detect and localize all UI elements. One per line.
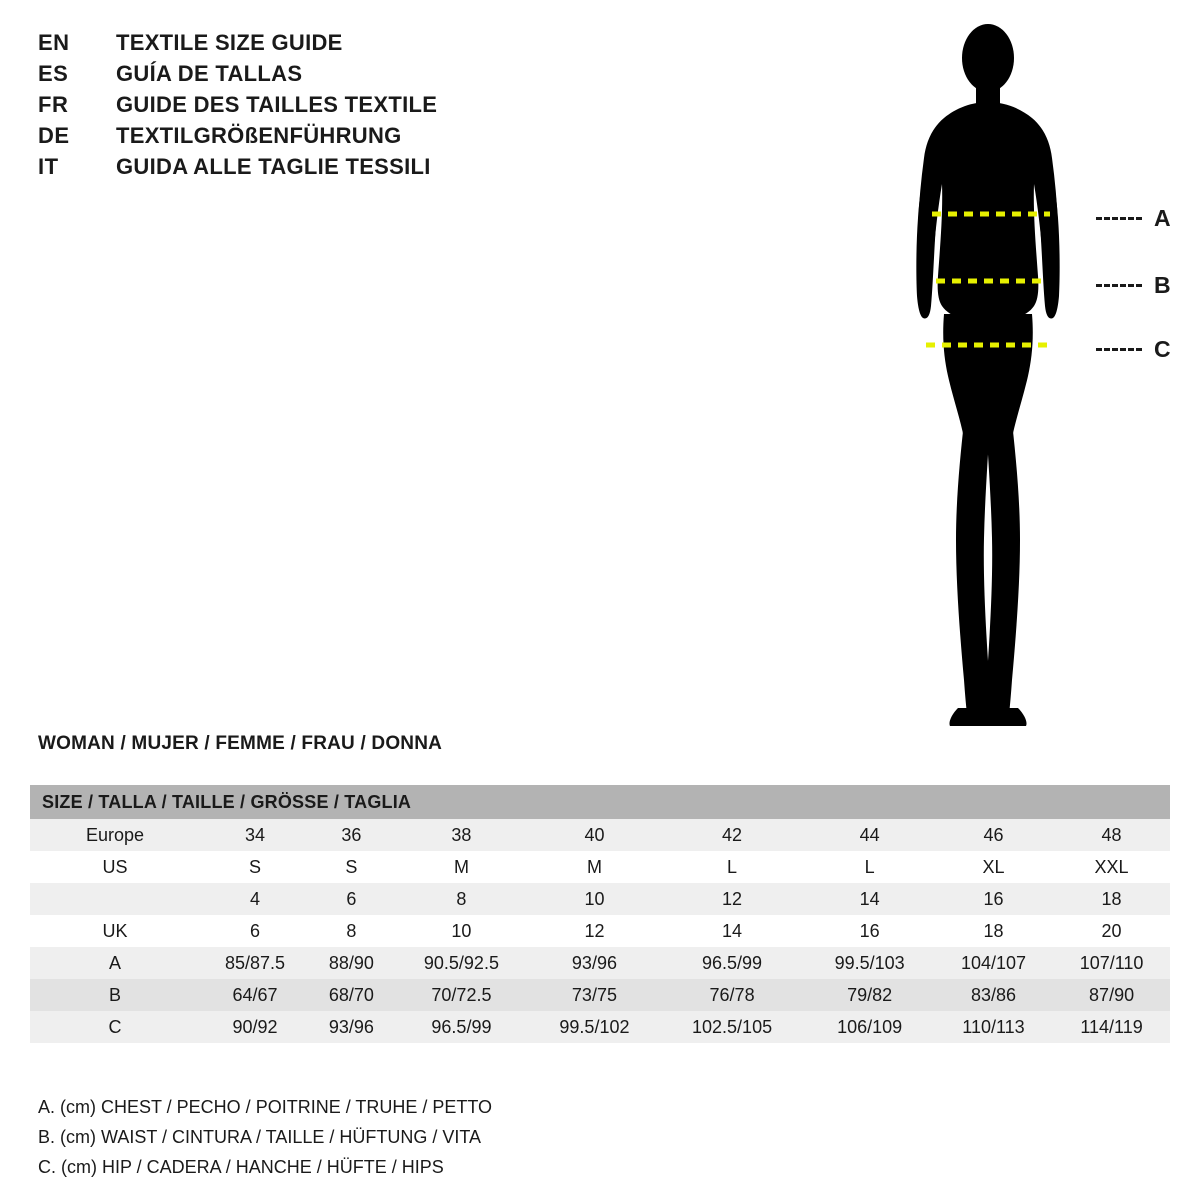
cell: 93/96: [328, 1016, 374, 1037]
cell: 4: [250, 888, 261, 909]
cell: 6: [346, 888, 357, 909]
table-row: [30, 851, 1170, 883]
cell: 10: [451, 920, 472, 941]
cell: 96.5/99: [431, 1016, 492, 1037]
size-table: [30, 785, 1170, 1043]
cell: L: [864, 856, 875, 877]
cell: 48: [1101, 824, 1122, 845]
title-lang-de: DE: [38, 123, 70, 148]
row-label-c: C: [108, 1016, 122, 1037]
cell: 107/110: [1079, 952, 1144, 973]
size-table-head: [30, 785, 1170, 819]
marker-label-c: C: [1154, 335, 1171, 362]
cell: 40: [584, 824, 605, 845]
marker-dash-icon-c: [1096, 348, 1142, 351]
cell: 34: [245, 824, 266, 845]
cell: 42: [722, 824, 743, 845]
footnote-a: A. (cm) CHEST / PECHO / POITRINE / TRUHE / PETTO: [38, 1097, 493, 1117]
table-header-row: [30, 785, 1170, 819]
cell: 99.5/103: [834, 952, 905, 973]
size-table-body: [30, 819, 1170, 1043]
cell: 104/107: [960, 952, 1027, 973]
title-row-en: [38, 30, 598, 61]
footnote-b: B. (cm) WAIST / CINTURA / TAILLE / HÜFTUNG / VITA: [38, 1127, 482, 1147]
marker-dash-icon-b: [1096, 284, 1142, 287]
cell: 87/90: [1089, 984, 1135, 1005]
cell: 14: [859, 888, 880, 909]
title-text-fr: GUIDE DES TAILLES TEXTILE: [116, 92, 438, 117]
row-label-uk: UK: [102, 920, 128, 941]
marker-label-b: B: [1154, 271, 1171, 298]
cell: 85/87.5: [225, 952, 286, 973]
cell: 70/72.5: [431, 984, 492, 1005]
marker-dash-icon-a: [1096, 217, 1142, 220]
cell: 110/113: [962, 1016, 1025, 1037]
cell: XXL: [1094, 856, 1129, 877]
row-label-europe: Europe: [85, 824, 145, 845]
cell: 16: [859, 920, 880, 941]
cell: M: [453, 856, 469, 877]
figure-woman-silhouette: [860, 18, 1180, 738]
cell: 96.5/99: [702, 952, 763, 973]
cell: 79/82: [847, 984, 893, 1005]
marker-c: [1096, 335, 1171, 362]
title-lang-en: EN: [38, 30, 70, 55]
table-row: [30, 819, 1170, 851]
cell: 16: [983, 888, 1004, 909]
cell: L: [727, 856, 738, 877]
cell: 90/92: [232, 1016, 278, 1037]
cell: 88/90: [328, 952, 374, 973]
cell: 14: [722, 920, 743, 941]
cell: 90.5/92.5: [423, 952, 499, 973]
cell: 106/109: [837, 1016, 903, 1037]
title-text-de: TEXTILGRÖßENFÜHRUNG: [116, 123, 402, 148]
cell: S: [249, 856, 262, 877]
cell: 102.5/105: [692, 1016, 773, 1037]
title-block: [38, 30, 598, 185]
cell: 10: [584, 888, 605, 909]
cell: 12: [584, 920, 605, 941]
cell: 44: [859, 824, 880, 845]
table-row: [30, 947, 1170, 979]
cell: 73/75: [571, 984, 617, 1005]
footnote-c: C. (cm) HIP / CADERA / HANCHE / HÜFTE / HIPS: [38, 1157, 444, 1177]
marker-label-a: A: [1154, 204, 1171, 231]
footnotes: [38, 1092, 738, 1182]
row-label-b: B: [108, 984, 121, 1005]
title-lang-fr: FR: [38, 92, 69, 117]
cell: 46: [983, 824, 1004, 845]
row-label-us-numeric: [30, 883, 200, 915]
title-row-de: [38, 123, 598, 154]
cell: 18: [1101, 888, 1122, 909]
title-text-en: TEXTILE SIZE GUIDE: [116, 30, 343, 55]
cell: 8: [456, 888, 467, 909]
title-lang-it: IT: [38, 154, 59, 179]
title-row-it: [38, 154, 598, 185]
cell: 64/67: [232, 984, 278, 1005]
cell: 93/96: [571, 952, 617, 973]
silhouette-svg: [860, 18, 1120, 738]
cell: 76/78: [709, 984, 755, 1005]
cell: 18: [983, 920, 1004, 941]
table-row: [30, 979, 1170, 1011]
row-label-a: A: [108, 952, 121, 973]
cell: M: [586, 856, 602, 877]
cell: XL: [982, 856, 1005, 877]
title-text-es: GUÍA DE TALLAS: [116, 61, 303, 86]
cell: 20: [1101, 920, 1122, 941]
cell: 38: [451, 824, 472, 845]
marker-a: [1096, 204, 1171, 231]
cell: 8: [346, 920, 357, 941]
table-row: [30, 883, 1170, 915]
table-row: [30, 915, 1170, 947]
table-row: [30, 1011, 1170, 1043]
title-row-fr: [38, 92, 598, 123]
row-label-us: US: [102, 856, 128, 877]
title-lang-es: ES: [38, 61, 69, 86]
cell: 114/119: [1080, 1016, 1143, 1037]
cell: 12: [722, 888, 743, 909]
cell: 99.5/102: [559, 1016, 630, 1037]
size-table-header-label: SIZE / TALLA / TAILLE / GRÖSSE / TAGLIA: [30, 785, 1170, 819]
cell: 6: [250, 920, 261, 941]
cell: S: [345, 856, 358, 877]
title-row-es: [38, 61, 598, 92]
title-text-it: GUIDA ALLE TAGLIE TESSILI: [116, 154, 431, 179]
section-heading-woman: WOMAN / MUJER / FEMME / FRAU / DONNA: [38, 733, 443, 754]
marker-b: [1096, 271, 1171, 298]
cell: 36: [341, 824, 362, 845]
cell: 83/86: [970, 984, 1017, 1005]
cell: 68/70: [328, 984, 374, 1005]
